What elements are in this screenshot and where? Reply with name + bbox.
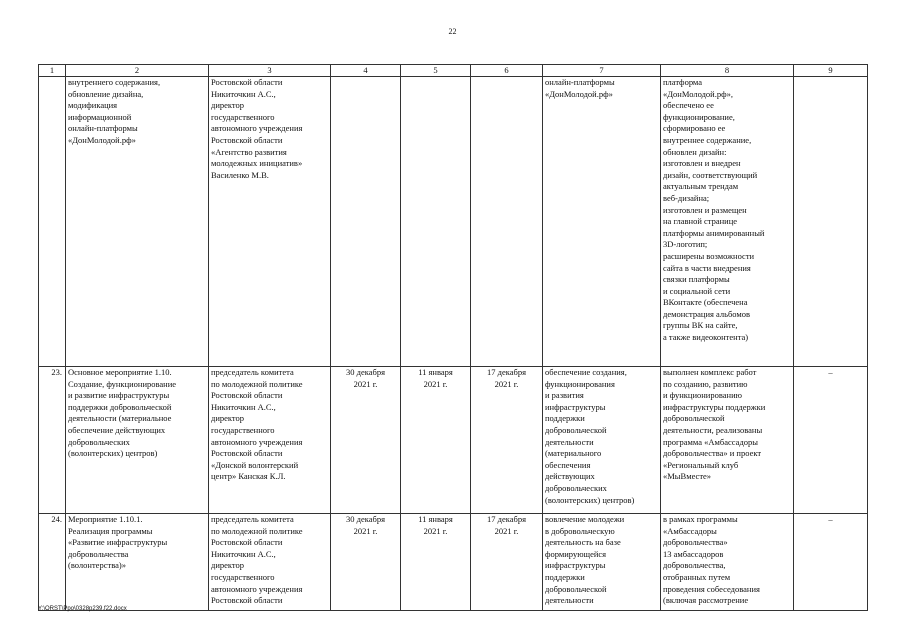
- row-number: 24.: [39, 514, 66, 611]
- planned-result: онлайн-платформы «ДонМолодой.рф»: [543, 77, 661, 367]
- end-date: [471, 77, 543, 367]
- row-number: [39, 77, 66, 367]
- column-header: 1: [39, 65, 66, 77]
- table-row: [39, 77, 868, 367]
- actual-result: платформа «ДонМолодой.рф», обеспечено ее функционирование, сформировано ее внутреннее содержание, обновлен дизайн: изготовлен и внедрен дизайн, соответствующий актуальным трендам веб-дизайна; изготовлен и размещен на главной странице платформы анимированный 3D-логотип; расширены возможности сайта в части внедрения связки платформы и социальной сети ВКонтакте (обеспечена демонстрация альбомов группы ВК на сайте, а также видеоконтента): [661, 77, 794, 367]
- reason: –: [794, 367, 868, 514]
- start-date: 11 января 2021 г.: [401, 367, 471, 514]
- reason: –: [794, 514, 868, 611]
- start-date: [401, 77, 471, 367]
- file-path-footer: Y:\ORST\Ppo\0328p239.f22.docx: [38, 606, 127, 612]
- column-header: 2: [66, 65, 209, 77]
- plan-date: 30 декабря 2021 г.: [331, 367, 401, 514]
- column-header: 8: [661, 65, 794, 77]
- column-header: 9: [794, 65, 868, 77]
- table-row: [39, 514, 868, 611]
- actual-result: в рамках программы «Амбассадоры добровольчества» 13 амбассадоров добровольчества, отобранных путем проведения собеседования (включая рассмотрение: [661, 514, 794, 611]
- end-date: 17 декабря 2021 г.: [471, 514, 543, 611]
- page-number: 22: [448, 27, 457, 36]
- reason: [794, 77, 868, 367]
- event-name: Мероприятие 1.10.1. Реализация программы «Развитие инфраструктуры добровольчества (волонтерства)»: [66, 514, 209, 611]
- responsible-executor: председатель комитета по молодежной политике Ростовской области Никиточкин А.С., директор государственного автономного учреждения Ростовской области «Донской волонтерский центр» Канская К.Л.: [209, 367, 331, 514]
- end-date: 17 декабря 2021 г.: [471, 367, 543, 514]
- report-table: [38, 64, 868, 611]
- table-header-row: [39, 65, 868, 77]
- start-date: 11 января 2021 г.: [401, 514, 471, 611]
- responsible-executor: Ростовской области Никиточкин А.С., директор государственного автономного учреждения Ростовской области «Агентство развития молодежных инициатив» Василенко М.В.: [209, 77, 331, 367]
- planned-result: обеспечение создания, функционирования и развития инфраструктуры поддержки добровольческой деятельности (материального обеспечения действующих добровольческих (волонтерских) центров): [543, 367, 661, 514]
- column-header: 7: [543, 65, 661, 77]
- event-name: Основное мероприятие 1.10. Создание, функционирование и развитие инфраструктуры поддержки добровольческой деятельности (материальное обеспечение действующих добровольческих (волонтерских) центров): [66, 367, 209, 514]
- column-header: 4: [331, 65, 401, 77]
- table-row: [39, 367, 868, 514]
- column-header: 6: [471, 65, 543, 77]
- plan-date: 30 декабря 2021 г.: [331, 514, 401, 611]
- column-header: 3: [209, 65, 331, 77]
- responsible-executor: председатель комитета по молодежной политике Ростовской области Никиточкин А.С., директор государственного автономного учреждения Ростовской области: [209, 514, 331, 611]
- actual-result: выполнен комплекс работ по созданию, развитию и функционированию инфраструктуры поддержки добровольческой деятельности, реализованы программа «Амбассадоры добровольчества» и проект «Региональный клуб «МыВместе»: [661, 367, 794, 514]
- planned-result: вовлечение молодежи в добровольческую деятельность на базе формирующейся инфраструктуры поддержки добровольческой деятельности: [543, 514, 661, 611]
- plan-date: [331, 77, 401, 367]
- row-number: 23.: [39, 367, 66, 514]
- column-header: 5: [401, 65, 471, 77]
- event-name: внутреннего содержания, обновление дизайна, модификация информационной онлайн-платформы «ДонМолодой.рф»: [66, 77, 209, 367]
